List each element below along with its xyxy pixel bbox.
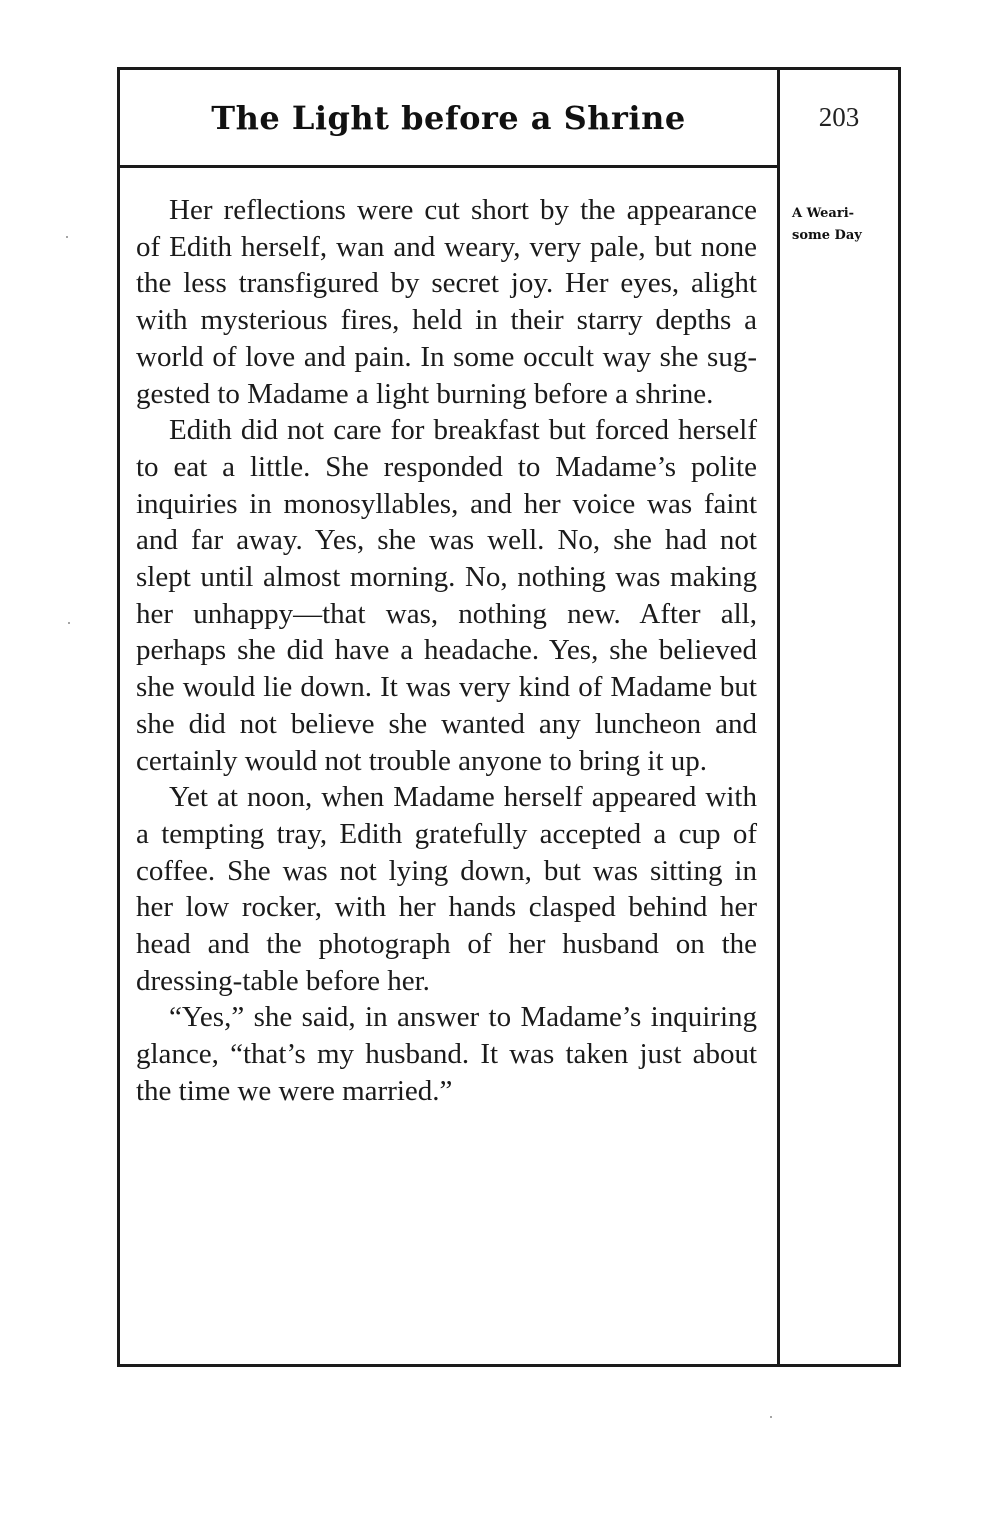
margin-note: A Weari- some Day bbox=[792, 206, 862, 243]
paper-speck bbox=[770, 1416, 772, 1418]
paragraph: Her reflections were cut short by the appearance of Edith herself, wan and weary, very pale, but none the less transfigured by secret joy. Her eyes, alight with mysterious fires, held in their starry depths a world of love and pain. In some occult way she suggested to Madame a light burning before a shrine. bbox=[136, 194, 757, 410]
paper-speck bbox=[68, 622, 70, 624]
body-text bbox=[136, 192, 757, 1110]
header-divider bbox=[120, 165, 780, 168]
running-title: The Light before a Shrine bbox=[211, 98, 686, 137]
page-number: 203 bbox=[818, 102, 860, 132]
paragraph: Edith did not care for breakfast but forced herself to eat a little. She responded to Madame’s polite inquiries in monosyllables, and her voice was faint and far away. Yes, she was well. No, she had not slept until almost morning. No, nothing was making her unhappy—that was, nothing new. After all, perhaps she did have a headache. Yes, she believed she would lie down. It was very kind of Madame but she did not believe she wanted any luncheon and certainly would not trouble anyone to bring it up. bbox=[136, 414, 757, 777]
paper-speck bbox=[66, 236, 68, 238]
paragraph: Yet at noon, when Madame herself appeared with a tempting tray, Edith gratefully accepted a cup of coffee. She was not lying down, but was sitting in her low rocker, with her hands clasped behind her head and the photograph of her husband on the dressing-table before her. bbox=[136, 781, 757, 997]
margin-column-divider bbox=[777, 70, 780, 1364]
paragraph: “Yes,” she said, in answer to Madame’s inquiring glance, “that’s my husband. It was taken just about the time we were married.” bbox=[136, 1001, 757, 1107]
